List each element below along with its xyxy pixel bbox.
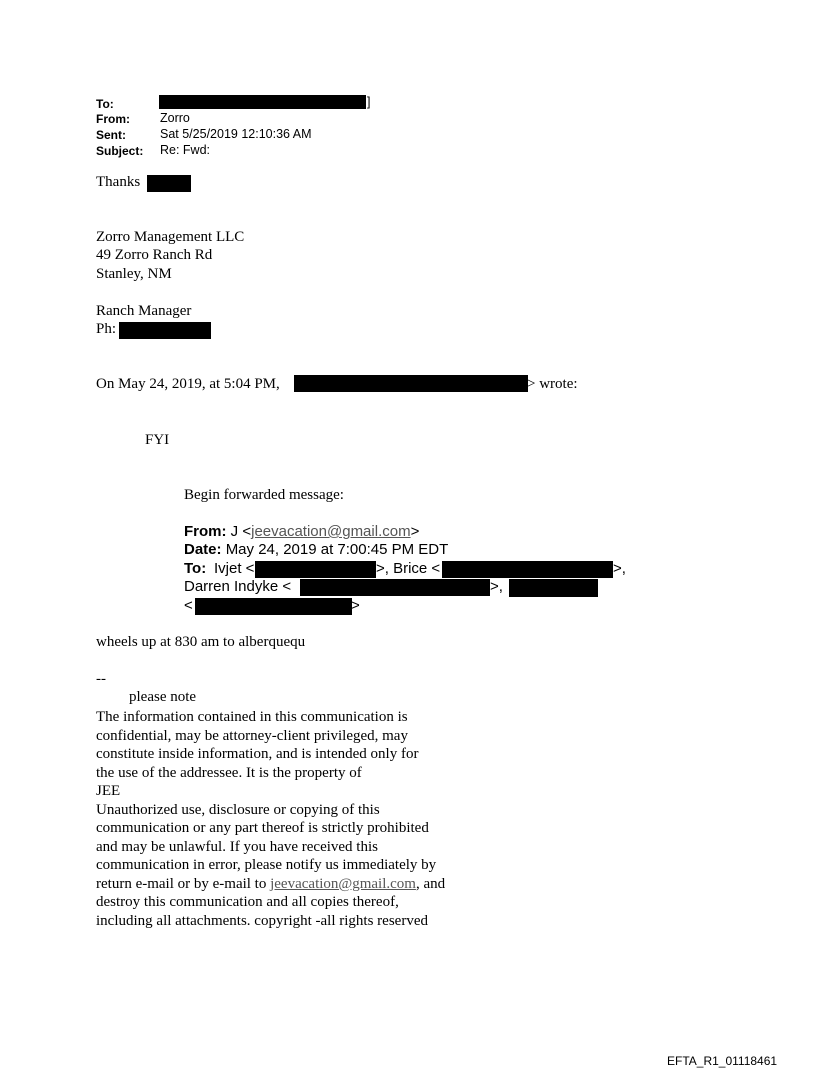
header-to-tail: ] [367, 95, 371, 109]
header-sent-label: Sent: [96, 128, 126, 142]
reply-thanks: Thanks [96, 174, 141, 190]
quote-fyi: FYI [145, 432, 170, 448]
header-subject-value: Re: Fwd: [160, 143, 211, 157]
forwarded-to-name1: Ivjet < [214, 560, 255, 577]
forwarded-to-sep2: >, [613, 560, 626, 577]
disclaimer-line10-suffix: , and [415, 875, 446, 892]
redaction-box [195, 598, 352, 615]
forwarded-to-sep1: >, Brice < [376, 560, 441, 577]
forwarded-date-value: May 24, 2019 at 7:00:45 PM EDT [225, 541, 449, 558]
quote-intro-suffix: > wrote: [527, 376, 578, 392]
forwarded-from-email-link[interactable]: jeevacation@gmail.com [251, 523, 411, 540]
disclaimer-line: the use of the addressee. It is the property of [96, 764, 362, 781]
signature-title: Ranch Manager [96, 303, 192, 319]
disclaimer-line10-prefix: return e-mail or by e-mail to [96, 875, 271, 892]
bates-number: EFTA_R1_01118461 [667, 1054, 778, 1068]
header-sent-value: Sat 5/25/2019 12:10:36 AM [160, 127, 312, 141]
header-from-label: From: [96, 112, 130, 126]
quote-begin-forwarded: Begin forwarded message: [184, 487, 344, 503]
disclaimer-line: JEE [96, 783, 121, 799]
signature-phone-label: Ph: [96, 321, 117, 337]
disclaimer-line [96, 875, 516, 894]
signature-city: Stanley, NM [96, 266, 172, 282]
forwarded-from-close: > [410, 523, 420, 540]
disclaimer-email-link[interactable]: jeevacation@gmail.com [270, 875, 416, 892]
disclaimer-line: Unauthorized use, disclosure or copying of this [96, 801, 380, 818]
disclaimer-line: The information contained in this communication is [96, 709, 408, 725]
disclaimer-line: confidential, may be attorney-client privileged, may [96, 727, 408, 744]
redaction-box [294, 375, 528, 392]
disclaimer-text [96, 708, 516, 930]
redaction-box [300, 579, 490, 596]
redaction-box [119, 322, 211, 339]
signature-street: 49 Zorro Ranch Rd [96, 247, 213, 263]
forwarded-to-label: To: [184, 560, 207, 577]
disclaimer-line: communication in error, please notify us immediately by [96, 857, 437, 873]
forwarded-to-open4: < [184, 597, 193, 614]
forwarded-to-name3: Darren Indyke < [184, 578, 292, 595]
forwarded-from-label: From: [184, 523, 227, 540]
header-to-label: To: [96, 97, 114, 111]
disclaimer-line: communication or any part thereof is strictly prohibited [96, 820, 429, 836]
signature-company: Zorro Management LLC [96, 229, 245, 245]
message-body: wheels up at 830 am to alberquequ [96, 634, 306, 650]
disclaimer-line: and may be unlawful. If you have received this [96, 838, 378, 855]
forwarded-date-line [184, 541, 448, 558]
disclaimer-line: including all attachments. copyright -all rights reserved [96, 912, 428, 929]
forwarded-from-name: J < [230, 523, 252, 540]
redaction-box [159, 95, 366, 109]
forwarded-to-sep3: >, [490, 578, 503, 595]
redaction-box [147, 175, 191, 192]
header-subject-label: Subject: [96, 144, 144, 158]
quote-intro-prefix: On May 24, 2019, at 5:04 PM, [96, 376, 280, 392]
header-from-value: Zorro [160, 111, 190, 125]
forwarded-date-label: Date: [184, 541, 222, 558]
redaction-box [442, 561, 613, 578]
redaction-box [509, 579, 598, 597]
redaction-box [255, 561, 376, 578]
forwarded-from-line [184, 523, 419, 540]
disclaimer-please-note: please note [129, 689, 197, 705]
disclaimer-line: destroy this communication and all copies thereof, [96, 894, 399, 910]
disclaimer-dashes: -- [96, 671, 106, 687]
disclaimer-line: constitute inside information, and is intended only for [96, 746, 419, 762]
forwarded-to-close4: > [351, 597, 360, 614]
